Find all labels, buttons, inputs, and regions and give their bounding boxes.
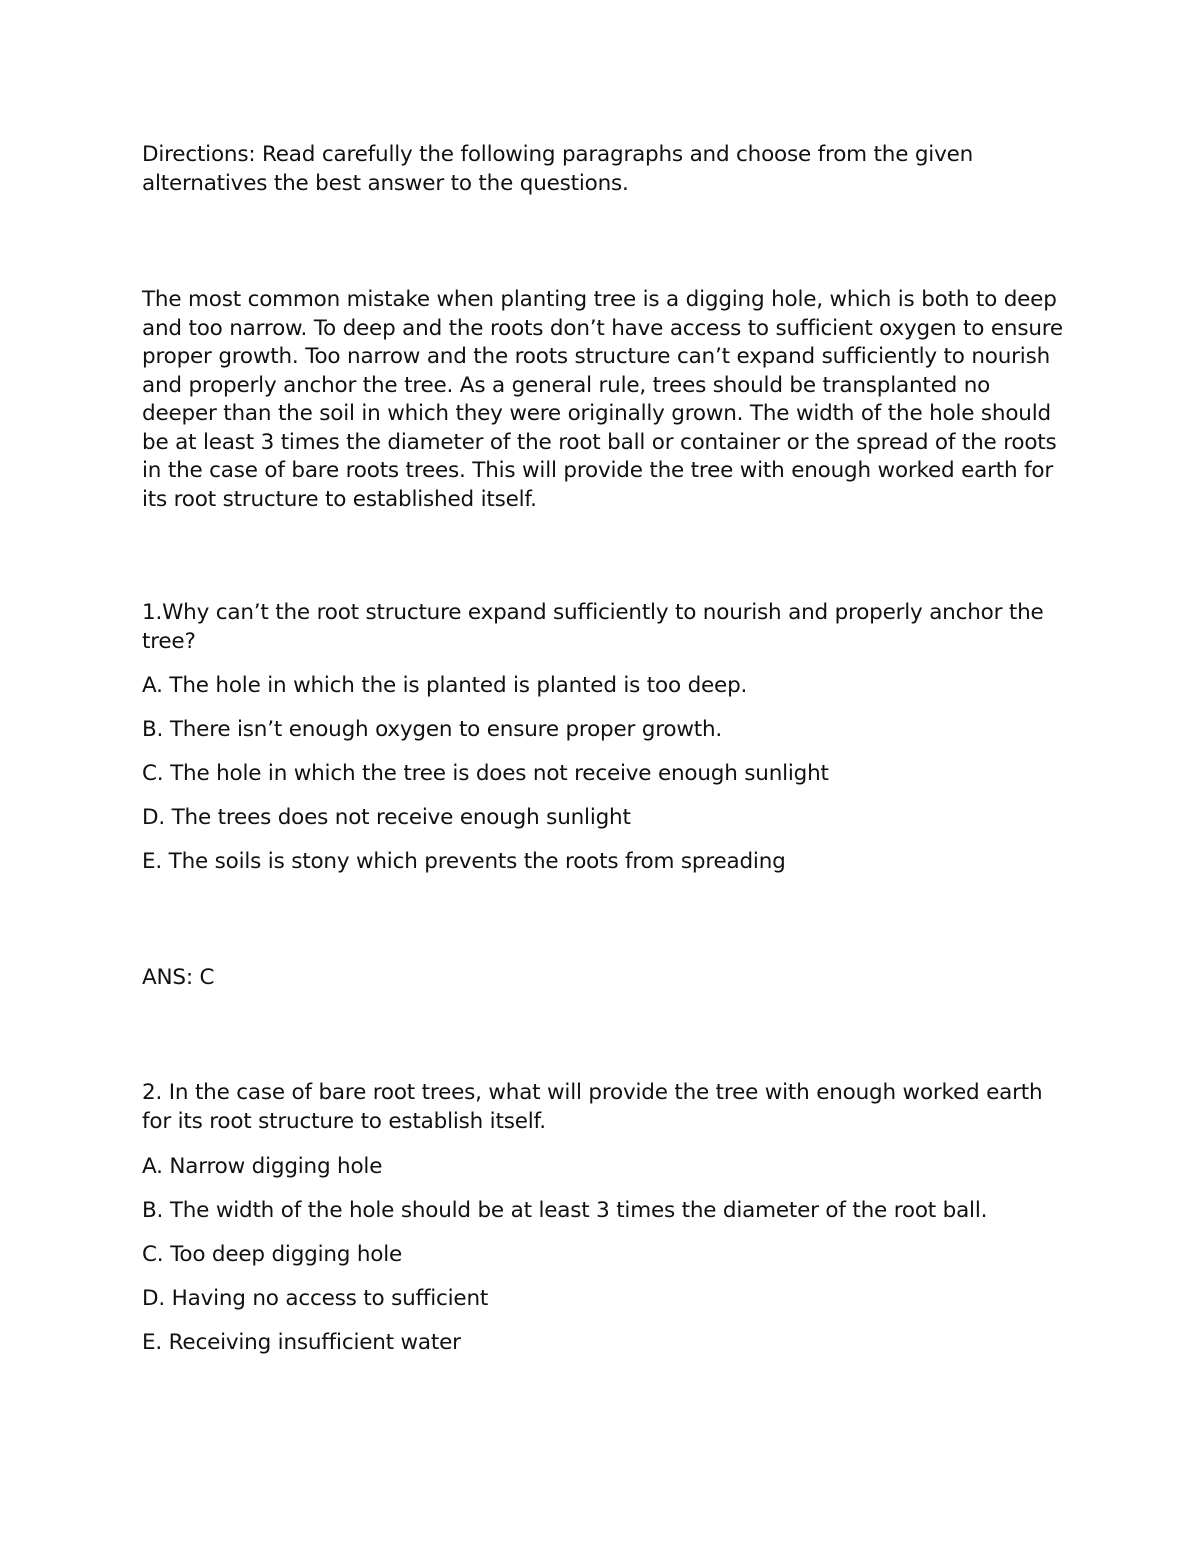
- reading-passage: The most common mistake when planting tree is a digging hole, which is both to deep and too narrow. To deep and the roots don’t have access to sufficient oxygen to ensure proper growth. Too narrow and the roots structure can’t expand sufficiently to nourish and properly anchor the tree. As a general rule, trees should be transplanted no deeper than the soil in which they were originally grown. The width of the hole should be at least 3 times the diameter of the root ball or container or the spread of the roots in the case of bare roots trees. This will provide the tree with enough worked earth for its root structure to established itself.: [142, 287, 1063, 512]
- question-1-option-c: C. The hole in which the tree is does not receive enough sunlight: [142, 761, 829, 786]
- question-1-option-b: B. There isn’t enough oxygen to ensure proper growth.: [142, 717, 723, 742]
- question-1-option-e: E. The soils is stony which prevents the roots from spreading: [142, 849, 786, 874]
- question-2-option-b: B. The width of the hole should be at least 3 times the diameter of the root ball.: [142, 1198, 988, 1223]
- question-2-text: 2. In the case of bare root trees, what will provide the tree with enough worked earth for its root structure to establish itself.: [142, 1080, 1043, 1134]
- question-2-option-a: A. Narrow digging hole: [142, 1154, 383, 1179]
- directions-text: Directions: Read carefully the following paragraphs and choose from the given alternatives the best answer to the questions.: [142, 142, 974, 196]
- question-2-option-e: E. Receiving insufficient water: [142, 1330, 461, 1355]
- question-1-option-d: D. The trees does not receive enough sunlight: [142, 805, 631, 830]
- question-1-text: 1.Why can’t the root structure expand sufficiently to nourish and properly anchor the tree?: [142, 600, 1044, 654]
- question-2-option-c: C. Too deep digging hole: [142, 1242, 403, 1267]
- question-2-option-d: D. Having no access to sufficient: [142, 1286, 489, 1311]
- question-1-option-a: A. The hole in which the is planted is planted is too deep.: [142, 673, 748, 698]
- answer-1: ANS: C: [142, 965, 215, 990]
